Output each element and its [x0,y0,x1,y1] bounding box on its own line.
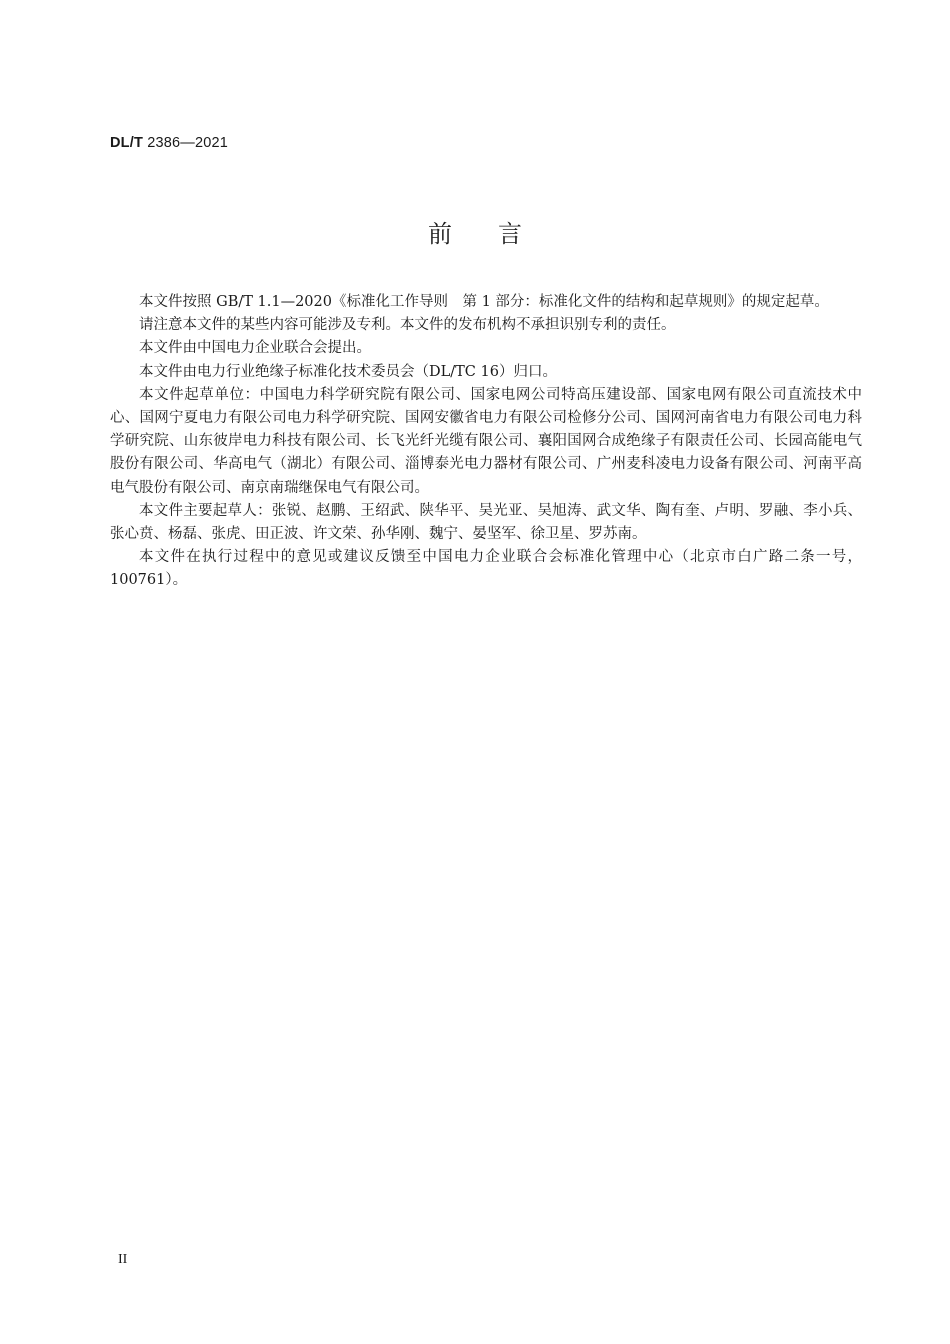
paragraph-feedback: 本文件在执行过程中的意见或建议反馈至中国电力企业联合会标准化管理中心（北京市白广路二条一号，100761）。 [110,549,862,589]
paragraph-drafting-units: 本文件起草单位：中国电力科学研究院有限公司、国家电网公司特高压建设部、国家电网有限公司直流技术中心、国网宁夏电力有限公司电力科学研究院、国网安徽省电力有限公司检修分公司、国网河南省电力有限公司电力科学研究院、山东彼岸电力科技有限公司、长飞光纤光缆有限公司、襄阳国网合成绝缘子有限责任公司、长园高能电气股份有限公司、华高电气（湖北）有限公司、淄博泰光电力器材有限公司、广州麦科凌电力设备有限公司、河南平高电气股份有限公司、南京南瑞继保电气有限公司。 [110,386,862,496]
page-title: 前言 [428,220,568,248]
standard-digits: 2386—2021 [147,135,229,151]
foreword-body [110,291,862,593]
standard-prefix: DL/T [110,135,144,151]
standard-number [110,135,228,151]
paragraph-committee: 本文件由电力行业绝缘子标准化技术委员会（DL/TC 16）归口。 [139,363,557,380]
paragraph-proposer: 本文件由中国电力企业联合会提出。 [139,340,371,357]
paragraph-patent-notice: 请注意本文件的某些内容可能涉及专利。本文件的发布机构不承担识别专利的责任。 [139,317,676,334]
page-number: II [118,1252,128,1267]
paragraph-drafting-rules: 本文件按照 GB/T 1.1—2020《标准化工作导则 第 1 部分：标准化文件的结构和起草规则》的规定起草。 [139,294,829,310]
paragraph-drafters: 本文件主要起草人：张锐、赵鹏、王绍武、陕华平、吴光亚、吴旭涛、武文华、陶有奎、卢明、罗融、李小兵、张心贲、杨磊、张虎、田正波、许文荣、孙华刚、魏宁、晏坚军、徐卫星、罗苏南。 [110,502,862,543]
